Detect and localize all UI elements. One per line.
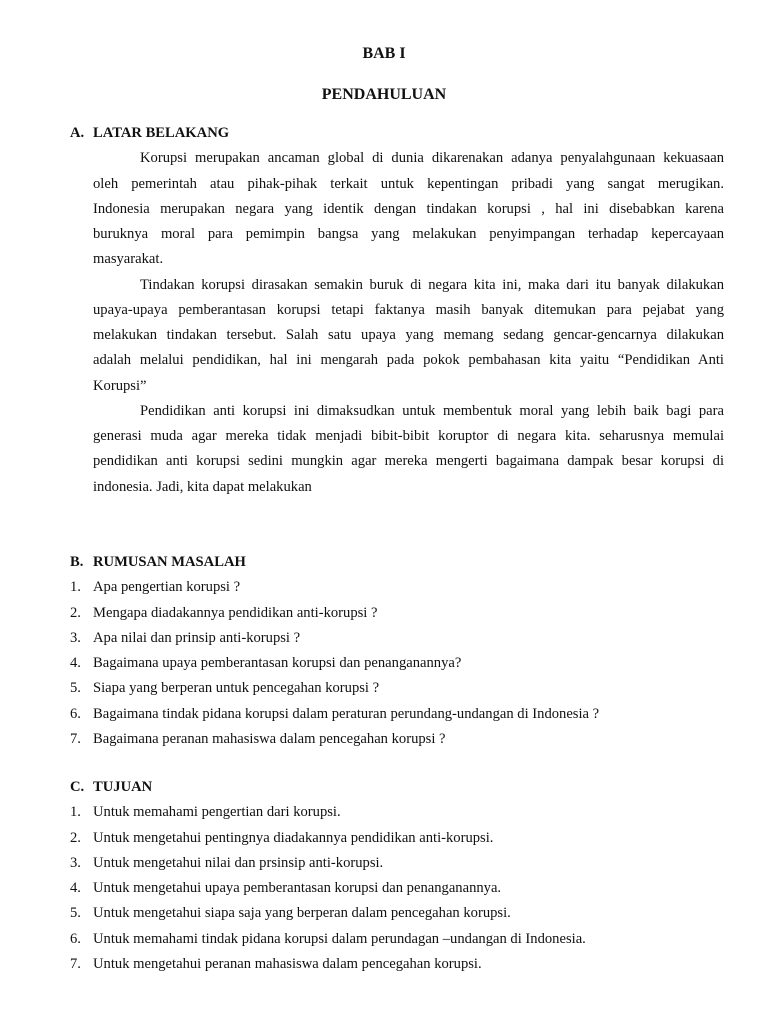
section-heading bbox=[70, 550, 724, 575]
item-number: 2. bbox=[70, 604, 81, 621]
item-number: 2. bbox=[70, 829, 81, 846]
paragraph-line: pendidikan anti korupsi sedini mungkin agar mereka mengerti bagaimana dampak besar korupsi di bbox=[93, 453, 724, 470]
paragraph-line: Indonesia merupakan negara yang identik dengan tindakan korupsi , hal ini disebabkan karena bbox=[93, 200, 724, 217]
section-tujuan bbox=[70, 775, 724, 977]
paragraph-line: Korupsi” bbox=[93, 377, 147, 394]
section-title: RUMUSAN MASALAH bbox=[93, 554, 246, 570]
paragraph-line: oleh pemerintah atau pihak-pihak terkait untuk kepentingan pribadi yang sangat merugikan. bbox=[93, 175, 724, 192]
paragraph bbox=[70, 399, 724, 500]
section-heading bbox=[70, 775, 724, 800]
list-item bbox=[70, 876, 724, 901]
paragraph-line: buruknya moral para pemimpin bangsa yang melakukan penyimpangan terhadap kepercayaan bbox=[93, 226, 724, 242]
item-number: 7. bbox=[70, 955, 81, 972]
paragraph-line: indonesia. Jadi, kita dapat melakukan bbox=[93, 478, 312, 495]
item-text: Siapa yang berperan untuk pencegahan korupsi ? bbox=[93, 680, 380, 697]
item-number: 3. bbox=[70, 854, 81, 871]
item-text: Untuk mengetahui peranan mahasiswa dalam pencegahan korupsi. bbox=[93, 955, 482, 972]
paragraph-line: Korupsi merupakan ancaman global di dunia dikarenakan adanya penyalahgunaan kekuasaan bbox=[140, 150, 724, 167]
item-text: Untuk mengetahui pentingnya diadakannya pendidikan anti-korupsi. bbox=[93, 829, 494, 846]
paragraph-line: upaya-upaya pemberantasan korupsi tetapi faktanya masih banyak ditemukan para pejabat yang bbox=[93, 301, 724, 318]
list-item bbox=[70, 851, 724, 876]
section-heading bbox=[70, 121, 724, 146]
paragraph-line: masyarakat. bbox=[93, 251, 164, 268]
section-label: B. bbox=[70, 554, 84, 570]
numbered-list bbox=[70, 800, 724, 977]
list-item bbox=[70, 901, 724, 926]
item-text: Bagaimana peranan mahasiswa dalam pencegahan korupsi ? bbox=[93, 730, 446, 747]
numbered-list bbox=[70, 575, 724, 752]
section-rumusan-masalah bbox=[70, 550, 724, 752]
item-number: 5. bbox=[70, 905, 81, 922]
item-number: 1. bbox=[70, 579, 81, 596]
item-number: 4. bbox=[70, 880, 81, 896]
paragraph-line: generasi muda agar mereka tidak menjadi bibit-bibit koruptor di negara kita. seharusnya memulai bbox=[93, 428, 724, 444]
item-text: Untuk mengetahui siapa saja yang berperan dalam pencegahan korupsi. bbox=[93, 905, 511, 922]
section-title: LATAR BELAKANG bbox=[93, 125, 230, 141]
list-item bbox=[70, 800, 724, 825]
item-text: Untuk mengetahui nilai dan prsinsip anti-korupsi. bbox=[93, 854, 384, 871]
list-item bbox=[70, 727, 724, 752]
item-text: Untuk mengetahui upaya pemberantasan korupsi dan penanganannya. bbox=[93, 880, 502, 896]
item-text: Bagaimana upaya pemberantasan korupsi dan penanganannya? bbox=[93, 655, 462, 671]
paragraph-line: melakukan tindakan tersebut. Salah satu upaya yang memang sedang gencar-gencarnya dilakukan bbox=[93, 327, 724, 343]
item-text: Apa nilai dan prinsip anti-korupsi ? bbox=[93, 629, 301, 646]
list-item bbox=[70, 575, 724, 600]
list-item bbox=[70, 702, 724, 727]
paragraph bbox=[70, 273, 724, 399]
chapter-title: PENDAHULUAN bbox=[321, 86, 447, 103]
item-text: Untuk memahami pengertian dari korupsi. bbox=[93, 804, 341, 821]
section-label: A. bbox=[70, 125, 85, 141]
list-item bbox=[70, 626, 724, 651]
list-item bbox=[70, 651, 724, 676]
paragraphs bbox=[70, 146, 724, 500]
list-item bbox=[70, 927, 724, 952]
paragraph bbox=[70, 146, 724, 272]
item-number: 1. bbox=[70, 804, 81, 821]
list-item bbox=[70, 826, 724, 851]
list-item bbox=[70, 952, 724, 977]
list-item bbox=[70, 676, 724, 701]
section-title: TUJUAN bbox=[93, 779, 153, 795]
section-label: C. bbox=[70, 779, 85, 795]
item-number: 7. bbox=[70, 730, 81, 747]
item-text: Bagaimana tindak pidana korupsi dalam peraturan perundang-undangan di Indonesia ? bbox=[93, 705, 600, 722]
chapter-number: BAB I bbox=[362, 45, 406, 62]
item-number: 6. bbox=[70, 930, 81, 947]
item-number: 6. bbox=[70, 705, 81, 722]
paragraph-line: Pendidikan anti korupsi ini dimaksudkan untuk membentuk moral yang lebih baik bagi para bbox=[140, 402, 724, 419]
item-number: 4. bbox=[70, 655, 81, 671]
paragraph-line: adalah melalui pendidikan, hal ini mengarah pada pokok pembahasan kita yaitu “Pendidikan Anti bbox=[93, 352, 724, 369]
list-item bbox=[70, 601, 724, 626]
item-number: 5. bbox=[70, 680, 81, 697]
item-text: Apa pengertian korupsi ? bbox=[93, 579, 241, 596]
item-text: Untuk memahami tindak pidana korupsi dalam perundagan –undangan di Indonesia. bbox=[93, 930, 586, 947]
paragraph-line: Tindakan korupsi dirasakan semakin buruk di negara kita ini, maka dari itu banyak dilakukan bbox=[140, 276, 724, 293]
item-number: 3. bbox=[70, 629, 81, 646]
item-text: Mengapa diadakannya pendidikan anti-korupsi ? bbox=[93, 604, 378, 621]
section-latar-belakang bbox=[70, 121, 724, 500]
